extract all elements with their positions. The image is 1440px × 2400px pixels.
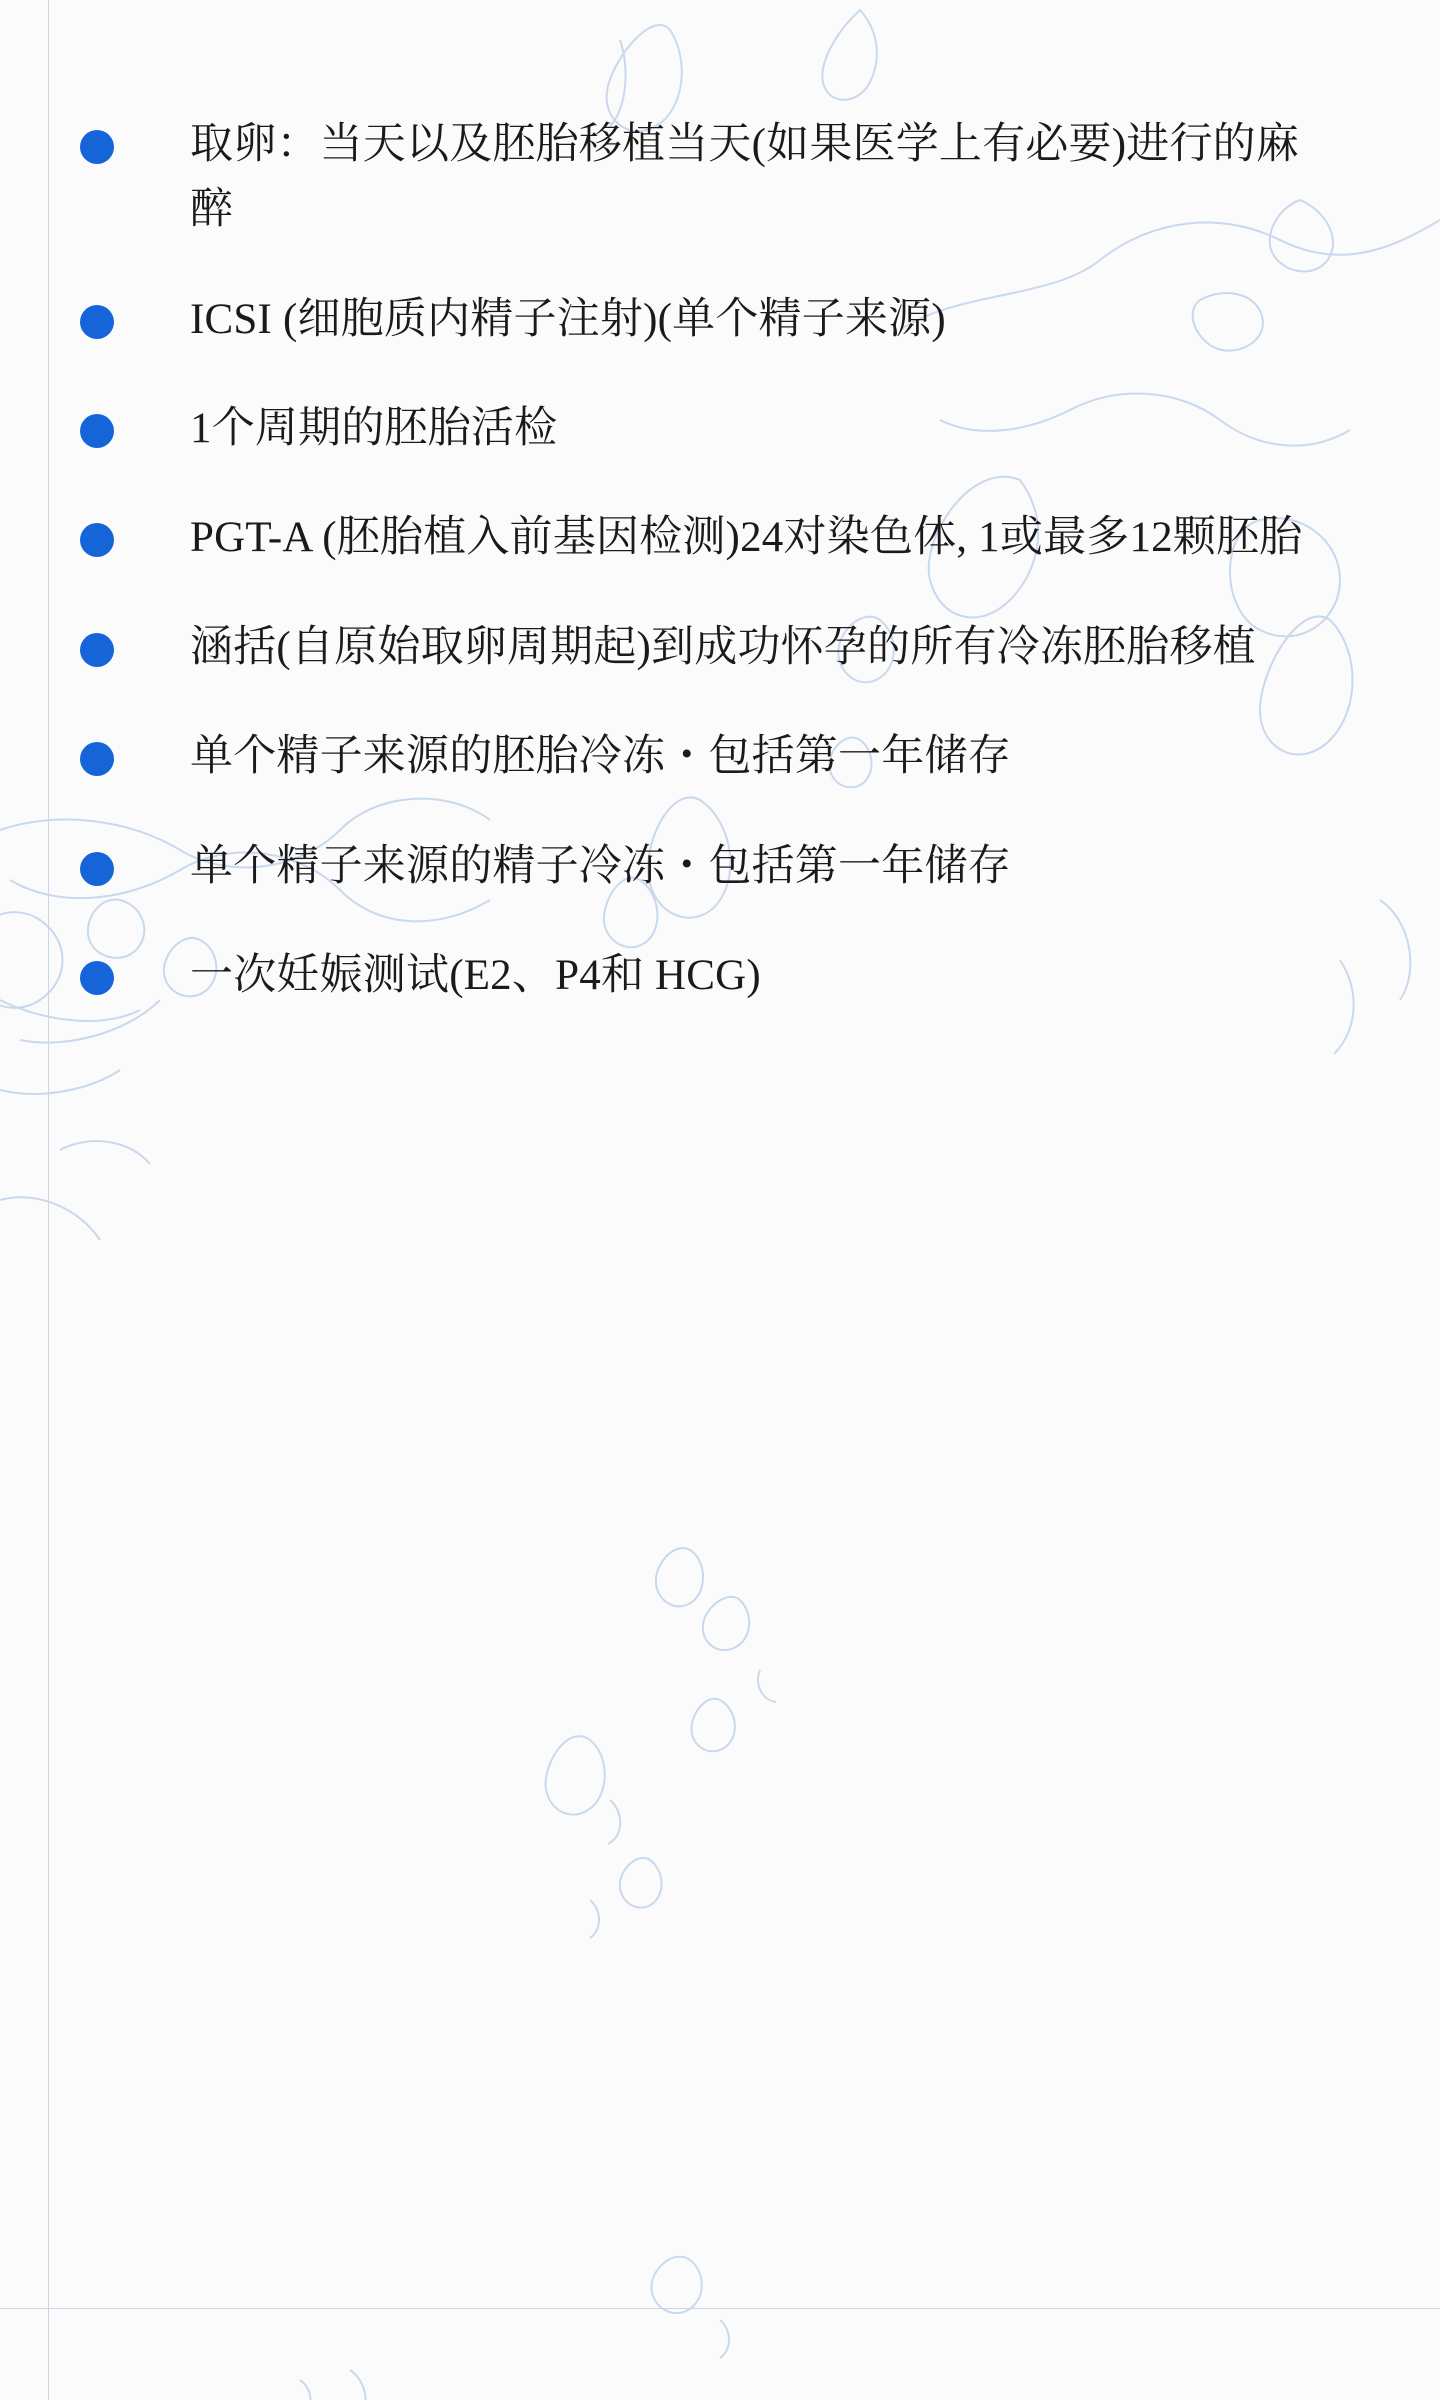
filled-circle-bullet-icon: [80, 852, 114, 886]
filled-circle-bullet-icon: [80, 414, 114, 448]
filled-circle-bullet-icon: [80, 130, 114, 164]
list-item-label: 涵括(自原始取卵周期起)到成功怀孕的所有冷冻胚胎移植: [190, 623, 1256, 671]
list-item-label: PGT-A (胚胎植入前基因检测)24对染色体, 1或最多12颗胚胎: [190, 514, 1303, 562]
content-area: [0, 0, 1440, 1008]
list-item-label: 取卵：当天以及胚胎移植当天(如果医学上有必要)进行的麻醉: [190, 121, 1300, 234]
list-item: [80, 943, 1370, 1008]
list-item: [80, 615, 1370, 680]
list-item: [80, 505, 1370, 570]
list-item-label: 单个精子来源的精子冷冻・包括第一年储存: [190, 842, 1011, 890]
feature-list: [80, 112, 1370, 1008]
list-item: [80, 834, 1370, 899]
list-item-label: 一次妊娠测试(E2、P4和 HCG): [190, 951, 761, 999]
bottom-horizontal-rule: [0, 2308, 1440, 2309]
filled-circle-bullet-icon: [80, 742, 114, 776]
list-item-label: ICSI (细胞质内精子注射)(单个精子来源): [190, 295, 946, 343]
list-item: [80, 287, 1370, 352]
filled-circle-bullet-icon: [80, 523, 114, 557]
filled-circle-bullet-icon: [80, 305, 114, 339]
filled-circle-bullet-icon: [80, 961, 114, 995]
list-item-label: 单个精子来源的胚胎冷冻・包括第一年储存: [190, 733, 1011, 781]
filled-circle-bullet-icon: [80, 633, 114, 667]
list-item: [80, 396, 1370, 461]
list-item: [80, 112, 1370, 243]
list-item-label: 1个周期的胚胎活检: [190, 405, 558, 453]
list-item: [80, 724, 1370, 789]
